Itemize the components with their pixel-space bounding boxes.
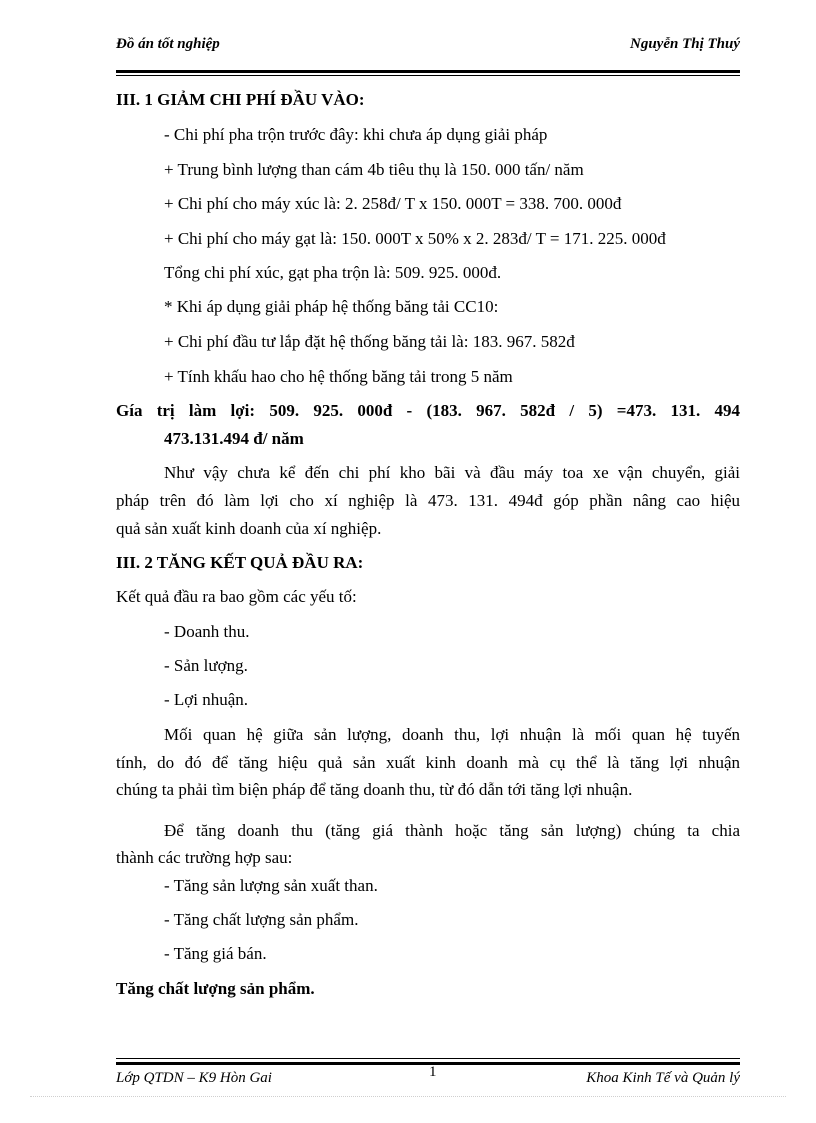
list-item: - Tăng giá bán. <box>164 944 267 963</box>
page-edge-divider <box>30 1096 786 1097</box>
list-item: - Lợi nhuận. <box>164 690 249 709</box>
list-item: - Sản lượng. <box>164 656 248 675</box>
body-line: + Chi phí cho máy gạt là: 150. 000T x 50% x 2. 283đ/ T = 171. 225. 000đ <box>164 229 666 248</box>
paragraph-line: quả sản xuất kinh doanh của xí nghiệp. <box>116 519 382 538</box>
paragraph-line: tính, do đó để tăng hiệu quả sản xuất kinh doanh mà cụ thể là tăng lợi nhuận <box>116 753 740 772</box>
body-line: + Chi phí cho máy xúc là: 2. 258đ/ T x 150. 000T = 338. 700. 000đ <box>164 194 622 213</box>
footer-rule-thick <box>116 1062 740 1065</box>
benefit-value-line <box>116 401 740 421</box>
list-item: - Tăng sản lượng sản xuất than. <box>164 876 378 895</box>
footer-rule-thin <box>116 1058 740 1059</box>
body-line: + Tính khấu hao cho hệ thống băng tải trong 5 năm <box>164 367 513 386</box>
paragraph-line: Để tăng doanh thu (tăng giá thành hoặc tăng sản lượng) chúng ta chia <box>164 821 740 840</box>
paragraph-line: pháp trên đó làm lợi cho xí nghiệp là 473. 131. 494đ góp phần nâng cao hiệu <box>116 491 740 510</box>
benefit-value-text: Gía trị làm lợi: 509. 925. 000đ - (183. 967. 582đ / 5) =473. 131. 494 <box>116 401 740 420</box>
header-rule-thick <box>116 70 740 73</box>
page-number: 1 <box>429 1064 437 1080</box>
section-heading-2: III. 2 TĂNG KẾT QUẢ ĐẦU RA: <box>116 553 364 572</box>
paragraph-line: Như vậy chưa kể đến chi phí kho bãi và đầu máy toa xe vận chuyển, giải <box>164 463 740 482</box>
footer-class: Lớp QTDN – K9 Hòn Gai <box>116 1070 272 1086</box>
page-header <box>116 36 740 58</box>
subheading: Tăng chất lượng sản phẩm. <box>116 979 315 998</box>
body-line: Tổng chi phí xúc, gạt pha trộn là: 509. 925. 000đ. <box>164 263 502 282</box>
section-heading-1: III. 1 GIẢM CHI PHÍ ĐẦU VÀO: <box>116 90 365 109</box>
paragraph-line: thành các trường hợp sau: <box>116 848 293 867</box>
benefit-value-line-2: 473.131.494 đ/ năm <box>164 429 304 448</box>
footer-faculty: Khoa Kinh Tế và Quản lý <box>586 1070 740 1086</box>
header-left-title: Đồ án tốt nghiệp <box>116 36 220 52</box>
paragraph-line: chúng ta phải tìm biện pháp để tăng doanh thu, từ đó dẫn tới tăng lợi nhuận. <box>116 780 633 799</box>
header-rule-thin <box>116 75 740 76</box>
list-item: - Doanh thu. <box>164 622 250 641</box>
body-line: + Trung bình lượng than cám 4b tiêu thụ là 150. 000 tấn/ năm <box>164 160 584 179</box>
header-author: Nguyễn Thị Thuý <box>629 36 740 52</box>
list-item: - Tăng chất lượng sản phẩm. <box>164 910 359 929</box>
body-line: - Chi phí pha trộn trước đây: khi chưa áp dụng giải pháp <box>164 125 548 144</box>
body-line: + Chi phí đầu tư lắp đặt hệ thống băng tải là: 183. 967. 582đ <box>164 332 575 351</box>
body-line: Kết quả đầu ra bao gồm các yếu tố: <box>116 587 357 606</box>
body-line: * Khi áp dụng giải pháp hệ thống băng tải CC10: <box>164 297 499 316</box>
paragraph-line: Mối quan hệ giữa sản lượng, doanh thu, lợi nhuận là mối quan hệ tuyến <box>164 725 740 744</box>
